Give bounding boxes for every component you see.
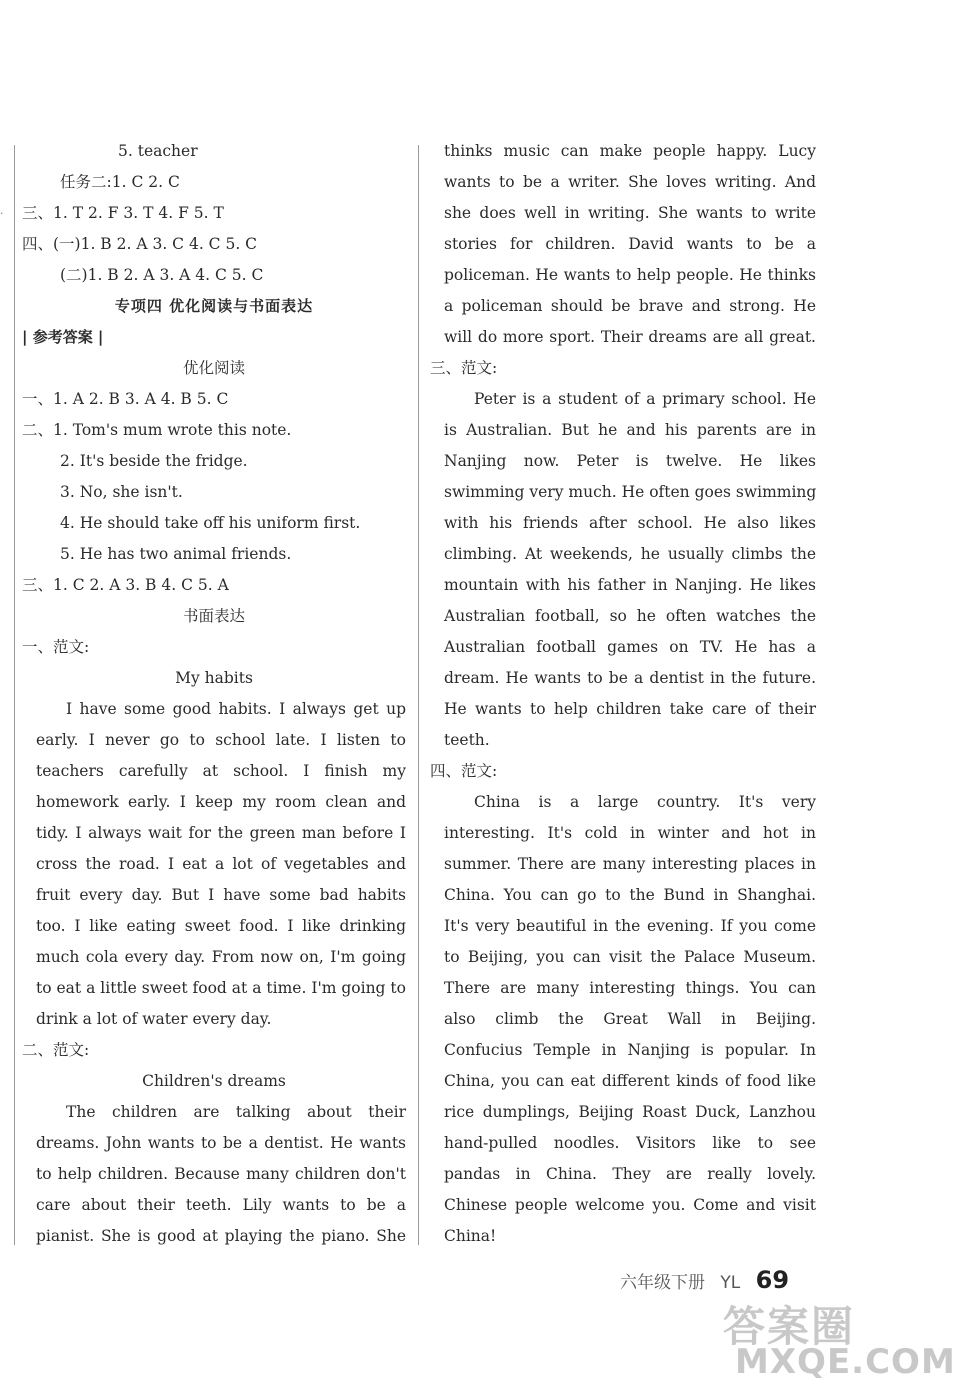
right_column-line: stories for children. David wants to be a [444,235,816,253]
right_column-line: swimming very much. He often goes swimming [444,483,817,501]
left_column-line: drink a lot of water every day. [36,1010,272,1028]
left_column-line: I have some good habits. I always get up [66,700,406,718]
left_column-line: 三、1. C 2. A 3. B 4. C 5. A [22,576,229,594]
right_column-line: Confucius Temple in Nanjing is popular. In [444,1041,816,1059]
right_column-line: thinks music can make people happy. Lucy [444,142,816,160]
left_column-line: teachers carefully at school. I finish my [36,762,406,780]
left_column-line: 5. teacher [118,142,198,160]
left_column-line: 专项四 优化阅读与书面表达 [114,297,314,315]
right_column-line: Australian football games on TV. He has a [444,638,816,656]
left_column-line: to help children. Because many children don't [36,1165,406,1183]
left_column-line: The children are talking about their [66,1103,406,1121]
page-footer [620,1262,789,1298]
right_column-line: Peter is a student of a primary school. He [474,390,816,408]
left_column-line: homework early. I keep my room clean and [36,793,406,811]
left_column-line: Children's dreams [142,1072,286,1090]
left_column-line: much cola every day. From now on, I'm going [36,948,406,966]
left_column-line: cross the road. I eat a lot of vegetables and [36,855,406,873]
footer-code: YL [720,1273,741,1293]
left_column-line: 三、1. T 2. F 3. T 4. F 5. T [22,204,224,222]
left_column-line: pianist. She is good at playing the piano. She [36,1227,406,1245]
right_column-line: 三、范文: [430,359,498,377]
left_column-line: 一、范文: [22,638,90,656]
left_column-line: 任务二:1. C 2. C [60,173,180,191]
left_column-line: 一、1. A 2. B 3. A 4. B 5. C [22,390,229,408]
left_column-line: 四、(一)1. B 2. A 3. C 4. C 5. C [22,235,258,253]
right_column-line: interesting. It's cold in winter and hot in [444,824,816,842]
watermark-logo [715,1294,956,1384]
left_column-line: to eat a little sweet food at a time. I'm going to [36,979,406,997]
right_column-line: Australian football, so he often watches the [444,607,816,625]
right_column-line: climbing. At weekends, he usually climbs the [444,545,816,563]
left_column-line: dreams. John wants to be a dentist. He wants [36,1134,406,1152]
column-divider [418,145,419,1245]
left_column-line: (二)1. B 2. A 3. A 4. C 5. C [60,266,264,284]
left_column-line: tidy. I always wait for the green man before I [36,824,406,842]
left_column-line: fruit every day. But I have some bad habits [36,886,406,904]
left_column-line: 3. No, she isn't. [60,483,183,501]
right_column-line: rice dumplings, Beijing Roast Duck, Lanzhou [444,1103,816,1121]
right_column-line: China! [444,1227,497,1245]
right_column-line: hand-pulled noodles. Visitors like to see [444,1134,816,1152]
right_column-line: China is a large country. It's very [474,793,816,811]
right_column-line: wants to be a writer. She loves writing. And [444,173,816,191]
right_column-line: teeth. [444,731,490,749]
right_column-line: There are many interesting things. You can [444,979,816,997]
left_column-line: 二、1. Tom's mum wrote this note. [22,421,292,439]
right_column-line: He wants to help children take care of their [444,700,816,718]
left_column-line: | 参考答案 | [22,328,104,346]
left_column-line: 5. He has two animal friends. [60,545,292,563]
left_column-line: 书面表达 [182,607,245,625]
watermark-line1: 答案圈 [723,1302,856,1351]
right_column-line: Nanjing now. Peter is twelve. He likes [444,452,816,470]
right_column-line: It's very beautiful in the evening. If you come [444,917,816,935]
watermark-line2: MXQE.COM [735,1342,956,1382]
left_column-line: 二、范文: [22,1041,90,1059]
right_column-line: policeman. He wants to help people. He thinks [444,266,816,284]
right_column-line: also climb the Great Wall in Beijing. [444,1010,816,1028]
right_column-line: summer. There are many interesting places in [444,855,816,873]
page-number: 69 [755,1266,790,1294]
right_column-line: 四、范文: [430,762,498,780]
right_column-line: China. You can go to the Bund in Shanghai. [444,886,816,904]
left_column-line: My habits [175,669,253,687]
right_column-line: is Australian. But he and his parents are in [444,421,816,439]
right_column-line: to Beijing, you can visit the Palace Museum. [444,948,816,966]
right-column [430,136,816,1252]
right_column-line: pandas in China. They are really lovely. [444,1165,816,1183]
left_column-line: 2. It's beside the fridge. [60,452,248,470]
left-column [22,136,406,1252]
left_column-line: care about their teeth. Lily wants to be a [36,1196,406,1214]
left_column-line: too. I like eating sweet food. I like drinking [36,917,406,935]
left_column-line: 优化阅读 [182,359,245,377]
left_column-line: 4. He should take off his uniform first. [60,514,361,532]
left-margin-rule [14,145,15,1245]
right_column-line: China, you can eat different kinds of food like [444,1072,816,1090]
edge-mark: · [0,207,4,220]
right_column-line: mountain with his father in Nanjing. He likes [444,576,816,594]
footer-grade: 六年级下册 [620,1273,705,1293]
right_column-line: a policeman should be brave and strong. He [444,297,816,315]
left_column-line: early. I never go to school late. I listen to [36,731,406,749]
right_column-line: with his friends after school. He also likes [444,514,816,532]
right_column-line: will do more sport. Their dreams are all great. [444,328,816,346]
right_column-line: Chinese people welcome you. Come and visit [444,1196,816,1214]
right_column-line: she does well in writing. She wants to write [444,204,816,222]
right_column-line: dream. He wants to be a dentist in the future. [444,669,816,687]
